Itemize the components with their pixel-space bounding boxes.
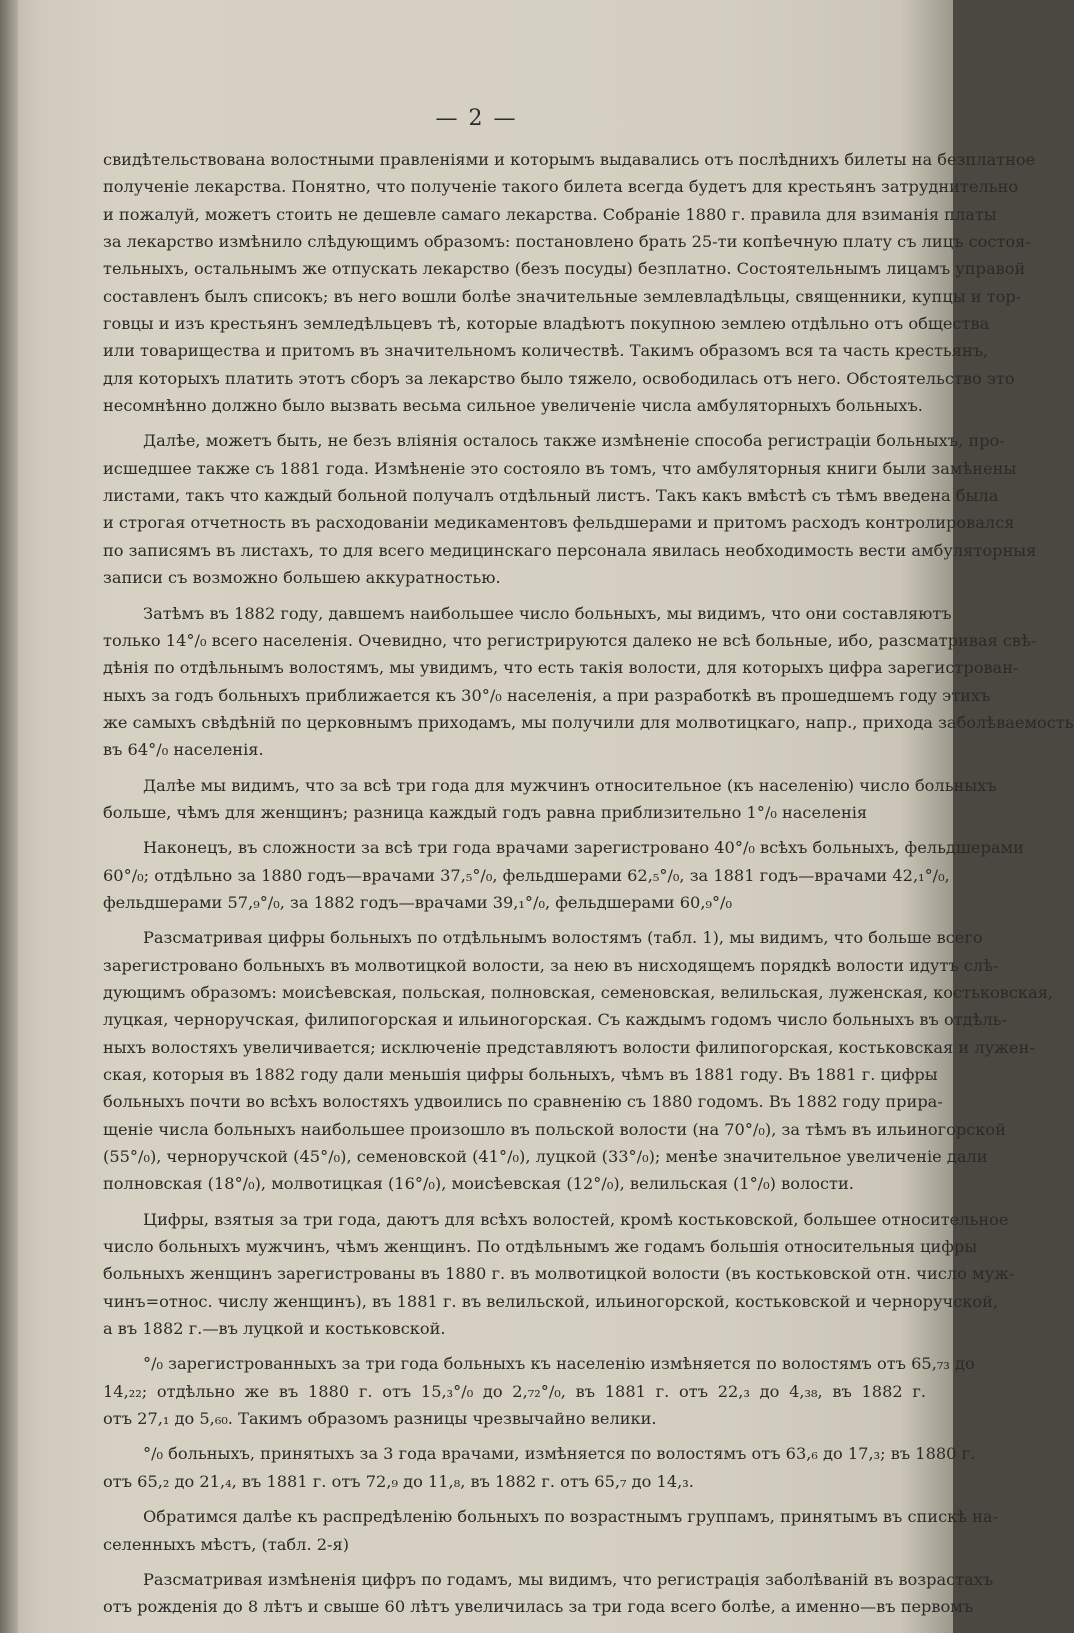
paragraph-gap xyxy=(103,1432,926,1440)
paragraph-gap xyxy=(103,1495,926,1503)
text-line: число больныхъ мужчинъ, чѣмъ женщинъ. По отдѣльнымъ же годамъ большія относительныя цифры xyxy=(103,1237,978,1257)
paragraph-gap xyxy=(103,916,926,924)
text-line: отъ 27,₁ до 5,₆₀. Такимъ образомъ разницы чрезвычайно велики. xyxy=(103,1409,657,1429)
text-line: только 14°/₀ всего населенія. Очевидно, что регистрируются далеко не всѣ больные, ибо, разсматривая свѣ- xyxy=(103,630,1037,650)
text-line: °/₀ больныхъ, принятыхъ за 3 года врачами, измѣняется по волостямъ отъ 63,₆ до 17,₃; въ 1880 г. xyxy=(143,1444,976,1464)
text-line: Наконецъ, въ сложности за всѣ три года врачами зарегистровано 40°/₀ всѣхъ больныхъ, фельдшерами xyxy=(143,838,1024,858)
text-line: а въ 1882 г.—въ луцкой и костьковской. xyxy=(103,1319,446,1339)
text-line: же самыхъ свѣдѣній по церковнымъ приходамъ, мы получили для молвотицкаго, напр., прихода заболѣваемость xyxy=(103,712,1074,732)
text-line: больныхъ почти во всѣхъ волостяхъ удвоились по сравненію съ 1880 годомъ. Въ 1882 году прира- xyxy=(103,1092,943,1112)
paragraph-gap xyxy=(103,1342,926,1350)
text-line: Затѣмъ въ 1882 году, давшемъ наибольшее число больныхъ, мы видимъ, что они составляютъ xyxy=(143,603,952,623)
text-line: Цифры, взятыя за три года, даютъ для всѣхъ волостей, кромѣ костьковской, большее относительное xyxy=(143,1209,1009,1229)
text-line: исшедшее также съ 1881 года. Измѣненіе это состояло въ томъ, что амбуляторныя книги были замѣнены xyxy=(103,458,1017,478)
text-line: 60°/₀; отдѣльно за 1880 годъ—врачами 37,₅°/₀, фельдшерами 62,₅°/₀, за 1881 годъ—врачами 42,₁°/₀, xyxy=(103,865,950,885)
text-line: Разсматривая цифры больныхъ по отдѣльнымъ волостямъ (табл. 1), мы видимъ, что больше всего xyxy=(143,928,983,948)
paragraph-gap xyxy=(103,764,926,772)
paragraph-gap xyxy=(103,592,926,600)
text-line: полученіе лекарства. Понятно, что полученіе такого билета всегда будетъ для крестьянъ затруднительно xyxy=(103,177,1019,197)
text-line: по записямъ въ листахъ, то для всего медицинскаго персонала явилась необходимость вести амбуляторныя xyxy=(103,540,1037,560)
paragraph xyxy=(103,1503,999,1558)
text-line: Обратимся далѣе къ распредѣленію больныхъ по возрастнымъ группамъ, принятымъ въ спискѣ на- xyxy=(143,1507,999,1527)
paragraph xyxy=(103,924,1054,1197)
text-line: чинъ=относ. числу женщинъ), въ 1881 г. въ велильской, ильиногорской, костьковской и черноручской, xyxy=(103,1291,999,1311)
text-line: для которыхъ платить этотъ сборъ за лекарство было тяжело, освободилась отъ него. Обстоятельство это xyxy=(103,368,1015,388)
text-line: составленъ былъ списокъ; въ него вошли болѣе значительные землевладѣльцы, священники, купцы и тор- xyxy=(103,286,1022,306)
text-line: Разсматривая измѣненія цифръ по годамъ, мы видимъ, что регистрація заболѣваній въ возрастахъ xyxy=(143,1569,994,1589)
text-line: зарегистровано больныхъ въ молвотицкой волости, за нею въ нисходящемъ порядкѣ волости идутъ слѣ- xyxy=(103,955,999,975)
body-text xyxy=(103,146,1074,1621)
text-line: тельныхъ, остальнымъ же отпускать лекарство (безъ посуды) безплатно. Состоятельнымъ лицамъ управой xyxy=(103,259,1026,279)
text-line: ская, которыя въ 1882 году дали меньшія цифры больныхъ, чѣмъ въ 1881 году. Въ 1881 г. цифры xyxy=(103,1065,938,1084)
paragraph xyxy=(103,146,1036,419)
text-line: луцкая, черноручская, филипогорская и ильиногорская. Съ каждымъ годомъ число больныхъ въ отдѣль- xyxy=(103,1010,1007,1030)
paragraph xyxy=(103,1566,994,1621)
paragraph xyxy=(103,1440,976,1495)
paragraph xyxy=(103,427,1037,591)
text-line: Далѣе мы видимъ, что за всѣ три года для мужчинъ относительное (къ населенію) число больныхъ xyxy=(143,775,997,795)
text-line: больныхъ женщинъ зарегистрованы въ 1880 г. въ молвотицкой волости (въ костьковской отн. число муж- xyxy=(103,1264,1015,1284)
text-line: 14,₂₂; отдѣльно же въ 1880 г. отъ 15,₃°/₀ до 2,₇₂°/₀, въ 1881 г. отъ 22,₃ до 4,₃₈, въ 1882 г. xyxy=(103,1381,926,1401)
text-line: листами, такъ что каждый больной получалъ отдѣльный листъ. Такъ какъ вмѣстѣ съ тѣмъ введена была xyxy=(103,486,999,506)
text-line: дѣнія по отдѣльнымъ волостямъ, мы увидимъ, что есть такія волости, для которыхъ цифра зарегистрован- xyxy=(103,658,1019,678)
text-line: и пожалуй, можетъ стоить не дешевле самаго лекарства. Собраніе 1880 г. правила для взиманія платы xyxy=(103,204,997,224)
text-line: свидѣтельствована волостными правленіями и которымъ выдавались отъ послѣднихъ билеты на безплатное xyxy=(103,150,1036,169)
text-line: записи съ возможно большею аккуратностью. xyxy=(103,568,501,588)
text-line: полновская (18°/₀), молвотицкая (16°/₀), моисѣевская (12°/₀), велильская (1°/₀) волости. xyxy=(103,1174,854,1194)
paragraph xyxy=(103,834,1024,916)
paragraph xyxy=(103,600,1074,764)
text-line: ныхъ волостяхъ увеличивается; исключеніе представляютъ волости филипогорская, костьковская и лужен- xyxy=(103,1037,1035,1057)
text-line: за лекарство измѣнило слѣдующимъ образомъ: постановлено брать 25-ти копѣечную плату съ лицъ состоя- xyxy=(103,232,1031,252)
text-line: селенныхъ мѣстъ, (табл. 2-я) xyxy=(103,1534,350,1554)
text-line: говцы и изъ крестьянъ земледѣльцевъ тѣ, которые владѣютъ покупною землею отдѣльно отъ общества xyxy=(103,314,990,334)
page-number: — 2 — xyxy=(435,106,518,131)
text-line: °/₀ зарегистрованныхъ за три года больныхъ къ населенію измѣняется по волостямъ отъ 65,₇₃ до xyxy=(143,1354,975,1374)
paragraph xyxy=(103,1350,975,1432)
text-line: больше, чѣмъ для женщинъ; разница каждый годъ равна приблизительно 1°/₀ населенія xyxy=(103,802,868,822)
text-line: щеніе числа больныхъ наибольшее произошло въ польской волости (на 70°/₀), за тѣмъ въ ильиногорской xyxy=(103,1119,1006,1139)
paragraph-gap xyxy=(103,826,926,834)
page-edge-shadow xyxy=(0,0,18,1633)
text-line: отъ рожденія до 8 лѣтъ и свыше 60 лѣтъ увеличилась за три года всего болѣе, а именно—въ первомъ xyxy=(103,1597,974,1617)
text-line: (55°/₀), черноручской (45°/₀), семеновской (41°/₀), луцкой (33°/₀); менѣе значительное увеличеніе дали xyxy=(103,1147,988,1167)
paragraph xyxy=(103,772,997,827)
text-line: отъ 65,₂ до 21,₄, въ 1881 г. отъ 72,₉ до 11,₈, въ 1882 г. отъ 65,₇ до 14,₃. xyxy=(103,1471,694,1491)
text-line: дующимъ образомъ: моисѣевская, польская, полновская, семеновская, велильская, луженская, костьковская, xyxy=(103,982,1054,1002)
text-line: ныхъ за годъ больныхъ приближается къ 30°/₀ населенія, а при разработкѣ въ прошедшемъ году этихъ xyxy=(103,685,991,705)
text-line: Далѣе, можетъ быть, не безъ вліянія осталось также измѣненіе способа регистраціи больныхъ, про- xyxy=(143,431,1005,451)
text-line: и строгая отчетность въ расходованіи медикаментовъ фельдшерами и притомъ расходъ контролировался xyxy=(103,513,1015,533)
paragraph xyxy=(103,1206,1015,1343)
text-line: несомнѣнно должно было вызвать весьма сильное увеличеніе числа амбуляторныхъ больныхъ. xyxy=(103,396,923,416)
text-line: фельдшерами 57,₉°/₀, за 1882 годъ—врачами 39,₁°/₀, фельдшерами 60,₉°/₀ xyxy=(103,892,733,912)
text-line: или товарищества и притомъ въ значительномъ количествѣ. Такимъ образомъ вся та часть крестьянъ, xyxy=(103,341,989,361)
text-line: въ 64°/₀ населенія. xyxy=(103,740,264,760)
paragraph-gap xyxy=(103,1198,926,1206)
paragraph-gap xyxy=(103,419,926,427)
paragraph-gap xyxy=(103,1558,926,1566)
